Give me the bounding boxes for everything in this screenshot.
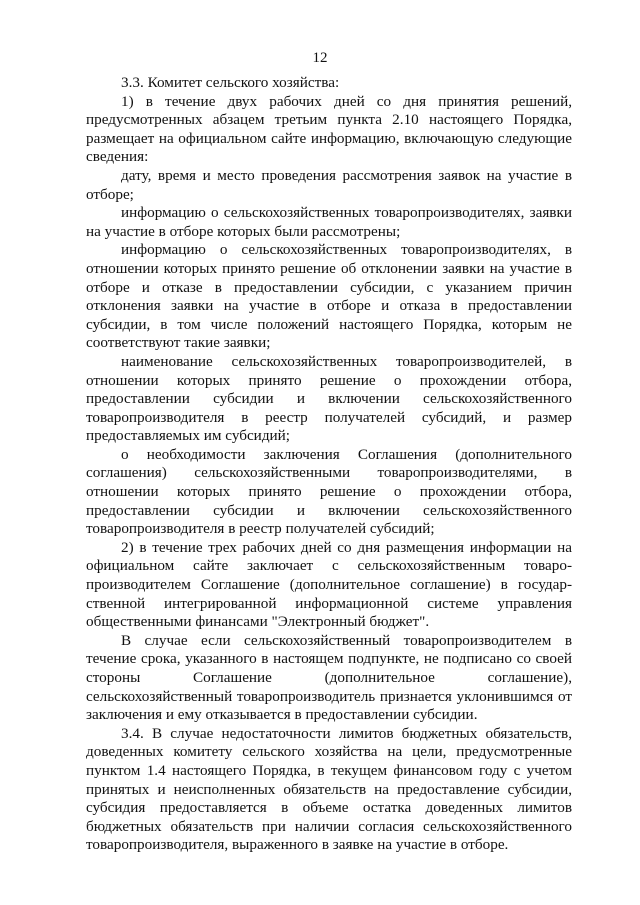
paragraph-reviewed-applicants: информацию о сельскохозяйственных товаропроизводителях, заявки на участие в отборе которых были рассмотрены; <box>86 204 572 240</box>
paragraph-3-4: 3.4. В случае недостаточности лимитов бюджетных обязательств, доведенных комитету сельского хозяйства на цели, предусмотренные пунктом 1.4 настоящего Порядка, в текущем финансовом году с учетом принятых и неисполненных обязательств на предоставление субсидии, субсидия предоставляется в объеме остатка доведенных лимитов бюджетных обязательств при наличии согласия сельскохозяйственного товаропроизводителя, выраженного в заявке на участие в отборе. <box>86 724 572 854</box>
paragraph-date-time-place: дату, время и место проведения рассмотрения заявок на участие в отборе; <box>86 166 572 203</box>
paragraph-3-3-heading: 3.3. Комитет сельского хозяйства: <box>121 74 340 91</box>
paragraph-selected-producers: наименование сельскохозяйственных товаропроизводителей, в отношении которых принято решение о прохождении отбора, предоставлении субсидии и включении сельскохозяйственного товаропроизводителя в реестр получателей субсидий, и размер предоставляемых им субсидий; <box>86 352 572 445</box>
paragraph-agreement-necessity: о необходимости заключения Соглашения (дополнительного соглашения) сельскохозяйственными товаропроизводителями, в отношении которых принято решение о прохождении отбора, предоставлении субсидии и включении сельскохозяйственного товаропроизводителя в реестр получателей субсидий; <box>86 445 572 538</box>
paragraph-rejected-applicants: информацию о сельскохозяйственных товаропроизводителях, в отношении которых принято решение об отклонении заявки на участие в отборе и отказе в предоставлении субсидии, с указанием причин отклонения заявки на участие в отборе и отказа в предоставлении субсидии, в том числе положений настоящего Порядка, которым не соответствуют такие заявки; <box>86 241 572 352</box>
paragraph-item-1: 1) в течение двух рабочих дней со дня принятия решений, предусмотренных абзацем третьим пункта 2.10 настоящего Порядка, размещает на официальном сайте информацию, включающую следующие сведения: <box>86 92 572 166</box>
paragraph-unsigned-agreement: В случае если сельскохозяйственный товаропроизводителем в течение срока, указанного в настоящем подпункте, не подписано со своей стороны Соглашение (дополнительное соглашение), сельскохозяйственный товаропроизводитель признается уклонившимся от заключения и ему отказывается в предоставлении субсидии. <box>86 631 572 724</box>
paragraph-item-2: 2) в течение трех рабочих дней со дня размещения информации на официальном сайте заключает с сельскохозяйственным товаропроизводителем Соглашение (дополнительное соглашение) в государственной интегрированной информационной системе управления общественными финансами "Электронный бюджет". <box>86 538 572 631</box>
page-number: 12 <box>312 50 328 66</box>
document-body <box>86 74 572 855</box>
